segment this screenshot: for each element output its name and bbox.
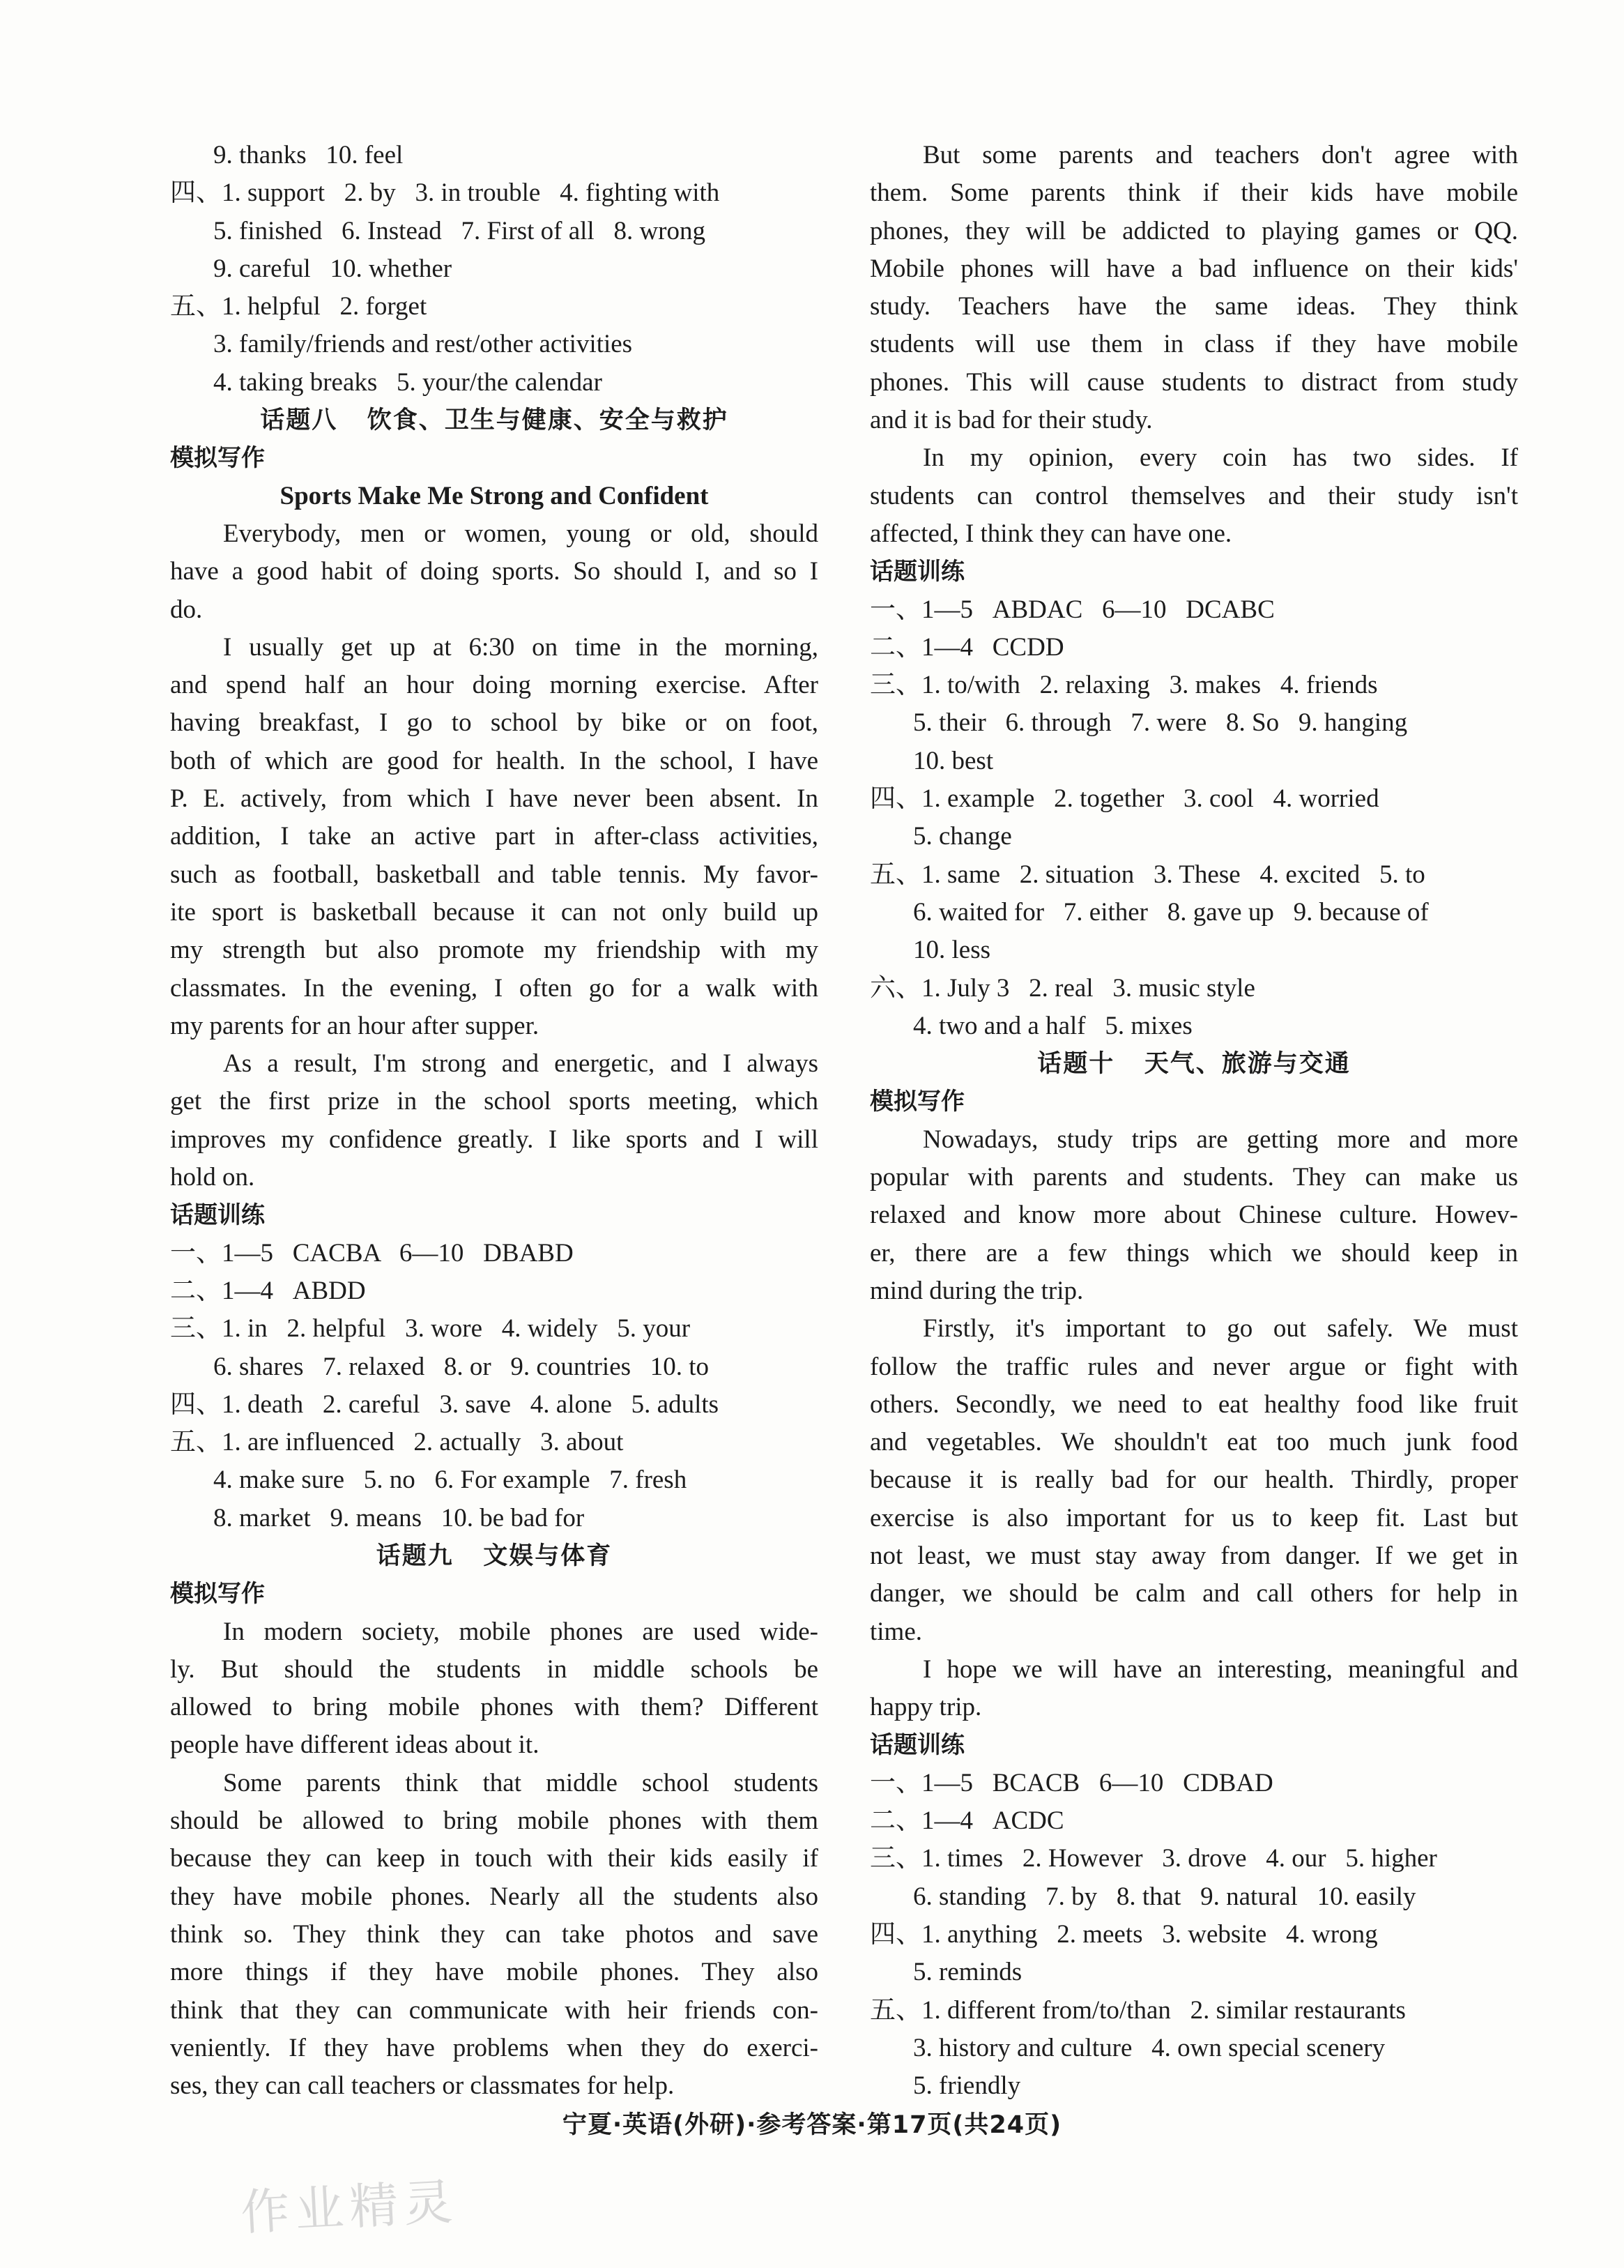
answer-line: 三、1. in 2. helpful 3. wore 4. widely 5. your — [170, 1314, 691, 1344]
essay-line: popular with parents and students. They can make us — [870, 1163, 1518, 1192]
essay-title: Sports Make Me Strong and Confident — [279, 481, 709, 510]
answer-line: 5. change — [913, 822, 1012, 851]
answer-line: 9. thanks 10. feel — [213, 141, 404, 169]
essay-line: study. Teachers have the same ideas. They think — [870, 292, 1518, 321]
answer-line: 9. careful 10. whether — [213, 254, 452, 283]
essay-line: danger, we should be calm and call others for help in — [870, 1579, 1518, 1608]
section-heading: 模拟写作 — [870, 1088, 965, 1116]
essay-line: because it is really bad for our health. Thirdly, proper — [870, 1466, 1518, 1495]
essay-line: ite sport is basketball because it can not only build up — [170, 897, 818, 927]
essay-line: not least, we must stay away from danger. If we get in — [870, 1541, 1518, 1570]
answer-line: 六、1. July 3 2. real 3. music style — [870, 973, 1255, 1003]
topic-heading: 话题八 饮食、卫生与健康、安全与救护 — [260, 406, 728, 435]
answer-line: 3. history and culture 4. own special scenery — [913, 2033, 1386, 2062]
essay-line: But some parents and teachers don't agree with — [923, 141, 1518, 169]
essay-line: In my opinion, every coin has two sides. If — [923, 443, 1518, 473]
essay-line: I usually get up at 6:30 on time in the morning, — [223, 632, 818, 662]
essay-line: my parents for an hour after supper. — [170, 1011, 539, 1040]
essay-line: addition, I take an active part in after-class activities, — [170, 822, 818, 851]
essay-line: think so. They think they can take photos and save — [170, 1919, 818, 1949]
essay-line: time. — [870, 1617, 923, 1646]
essay-line: mind during the trip. — [870, 1276, 1084, 1305]
answer-line: 3. family/friends and rest/other activities — [213, 330, 633, 359]
essay-line: affected, I think they can have one. — [870, 519, 1232, 548]
essay-line: think that they can communicate with heir friends con- — [170, 1995, 818, 2025]
essay-line: having breakfast, I go to school by bike or on foot, — [170, 708, 818, 738]
essay-line: exercise is also important for us to keep fit. Last but — [870, 1503, 1518, 1532]
section-heading: 话题训练 — [870, 558, 965, 586]
answer-line: 四、1. support 2. by 3. in trouble 4. fighting with — [170, 178, 720, 208]
essay-line: people have different ideas about it. — [170, 1730, 539, 1760]
section-heading: 话题训练 — [870, 1731, 965, 1760]
essay-line: Mobile phones will have a bad influence on their kids' — [870, 254, 1518, 283]
answer-line: 一、1—5 CACBA 6—10 DBABD — [170, 1238, 574, 1268]
answer-line: 五、1. different from/to/than 2. similar restaurants — [870, 1995, 1406, 2025]
essay-line: Nowadays, study trips are getting more and more — [923, 1125, 1518, 1154]
essay-line: er, there are a few things which we should keep in — [870, 1238, 1518, 1268]
essay-line: have a good habit of doing sports. So should I, and so I — [170, 557, 818, 586]
answer-line: 5. their 6. through 7. were 8. So 9. hanging — [913, 708, 1408, 738]
answer-line: 二、1—4 CCDD — [870, 632, 1064, 662]
essay-line: phones, they will be addicted to playing games or QQ. — [870, 216, 1518, 245]
answer-line: 10. best — [913, 746, 994, 775]
essay-line: students can control themselves and their study isn't — [870, 481, 1518, 510]
essay-line: allowed to bring mobile phones with them? Different — [170, 1693, 818, 1722]
essay-line: follow the traffic rules and never argue or fight with — [870, 1352, 1518, 1381]
essay-line: hold on. — [170, 1163, 255, 1192]
answer-line: 三、1. times 2. However 3. drove 4. our 5. higher — [870, 1844, 1437, 1873]
essay-line: them. Some parents think if their kids have mobile — [870, 178, 1518, 208]
essay-line: P. E. actively, from which I have never been absent. In — [170, 784, 818, 814]
section-heading: 话题训练 — [170, 1201, 265, 1230]
essay-line: improves my confidence greatly. I like sports and I will — [170, 1125, 818, 1154]
essay-line: others. Secondly, we need to eat healthy food like fruit — [870, 1390, 1518, 1419]
answer-line: 4. make sure 5. no 6. For example 7. fresh — [213, 1466, 687, 1495]
section-heading: 模拟写作 — [170, 444, 265, 473]
essay-line: ly. But should the students in middle schools be — [170, 1654, 818, 1684]
essay-line: happy trip. — [870, 1693, 982, 1722]
essay-line: should be allowed to bring mobile phones with them — [170, 1806, 818, 1836]
topic-heading: 话题十 天气、旅游与交通 — [1037, 1050, 1351, 1079]
answer-line: 二、1—4 ABDD — [170, 1276, 366, 1305]
essay-line: because they can keep in touch with their kids easily if — [170, 1844, 818, 1873]
answer-line: 四、1. death 2. careful 3. save 4. alone 5. adults — [170, 1390, 719, 1419]
essay-line: ses, they can call teachers or classmates for help. — [170, 2071, 675, 2101]
topic-heading: 话题九 文娱与体育 — [376, 1542, 613, 1570]
answer-line: 五、1. helpful 2. forget — [170, 292, 427, 321]
answer-line: 5. friendly — [913, 2071, 1021, 2101]
essay-line: and it is bad for their study. — [870, 406, 1153, 435]
answer-line: 一、1—5 ABDAC 6—10 DCABC — [870, 595, 1275, 624]
left-column — [170, 137, 818, 2105]
answer-line: 五、1. same 2. situation 3. These 4. excited 5. to — [870, 860, 1425, 889]
essay-line: Firstly, it's important to go out safely. We must — [923, 1314, 1518, 1344]
essay-line: In modern society, mobile phones are used wide- — [223, 1617, 818, 1646]
essay-line: do. — [170, 595, 203, 624]
answer-line: 一、1—5 BCACB 6—10 CDBAD — [870, 1768, 1273, 1797]
essay-line: I hope we will have an interesting, meaningful and — [923, 1654, 1518, 1684]
essay-line: and vegetables. We shouldn't eat too much junk food — [870, 1428, 1518, 1457]
answer-line: 6. waited for 7. either 8. gave up 9. because of — [913, 897, 1429, 927]
essay-line: students will use them in class if they have mobile — [870, 330, 1518, 359]
essay-line: more things if they have mobile phones. They also — [170, 1958, 818, 1987]
answer-line: 5. finished 6. Instead 7. First of all 8. wrong — [213, 216, 705, 245]
essay-line: Everybody, men or women, young or old, should — [223, 519, 818, 548]
right-column — [870, 137, 1518, 2105]
answer-line: 三、1. to/with 2. relaxing 3. makes 4. friends — [870, 671, 1378, 700]
essay-line: get the first prize in the school sports meeting, which — [170, 1087, 818, 1116]
essay-line: relaxed and know more about Chinese culture. Howev- — [870, 1201, 1518, 1230]
answer-line: 四、1. anything 2. meets 3. website 4. wrong — [870, 1919, 1378, 1949]
answer-line: 五、1. are influenced 2. actually 3. about — [170, 1428, 624, 1457]
watermark: 作业精灵 — [239, 2172, 460, 2242]
answer-line: 6. standing 7. by 8. that 9. natural 10. easily — [913, 1882, 1416, 1911]
essay-line: phones. This will cause students to distract from study — [870, 367, 1518, 397]
essay-line: and spend half an hour doing morning exercise. After — [170, 671, 818, 700]
answer-line: 5. reminds — [913, 1958, 1022, 1987]
answer-line: 10. less — [913, 936, 990, 965]
essay-line: they have mobile phones. Nearly all the students also — [170, 1882, 818, 1911]
essay-line: my strength but also promote my friendship with my — [170, 936, 818, 965]
answer-line: 4. two and a half 5. mixes — [913, 1011, 1193, 1040]
essay-line: As a result, I'm strong and energetic, and I always — [223, 1049, 818, 1079]
answer-line: 四、1. example 2. together 3. cool 4. worried — [870, 784, 1379, 814]
answer-line: 二、1—4 ACDC — [870, 1806, 1064, 1836]
essay-line: both of which are good for health. In the school, I have — [170, 746, 818, 775]
page-footer: 宁夏·英语(外研)·参考答案·第17页(共24页) — [562, 2111, 1062, 2139]
essay-line: veniently. If they have problems when they do exerci- — [170, 2033, 818, 2062]
essay-line: Some parents think that middle school students — [223, 1768, 818, 1797]
essay-line: such as football, basketball and table tennis. My favor- — [170, 860, 818, 889]
answer-line: 6. shares 7. relaxed 8. or 9. countries 10. to — [213, 1352, 710, 1381]
answer-line: 8. market 9. means 10. be bad for — [213, 1503, 585, 1532]
section-heading: 模拟写作 — [170, 1580, 265, 1608]
essay-line: classmates. In the evening, I often go for a walk with — [170, 973, 818, 1003]
answer-line: 4. taking breaks 5. your/the calendar — [213, 367, 602, 397]
